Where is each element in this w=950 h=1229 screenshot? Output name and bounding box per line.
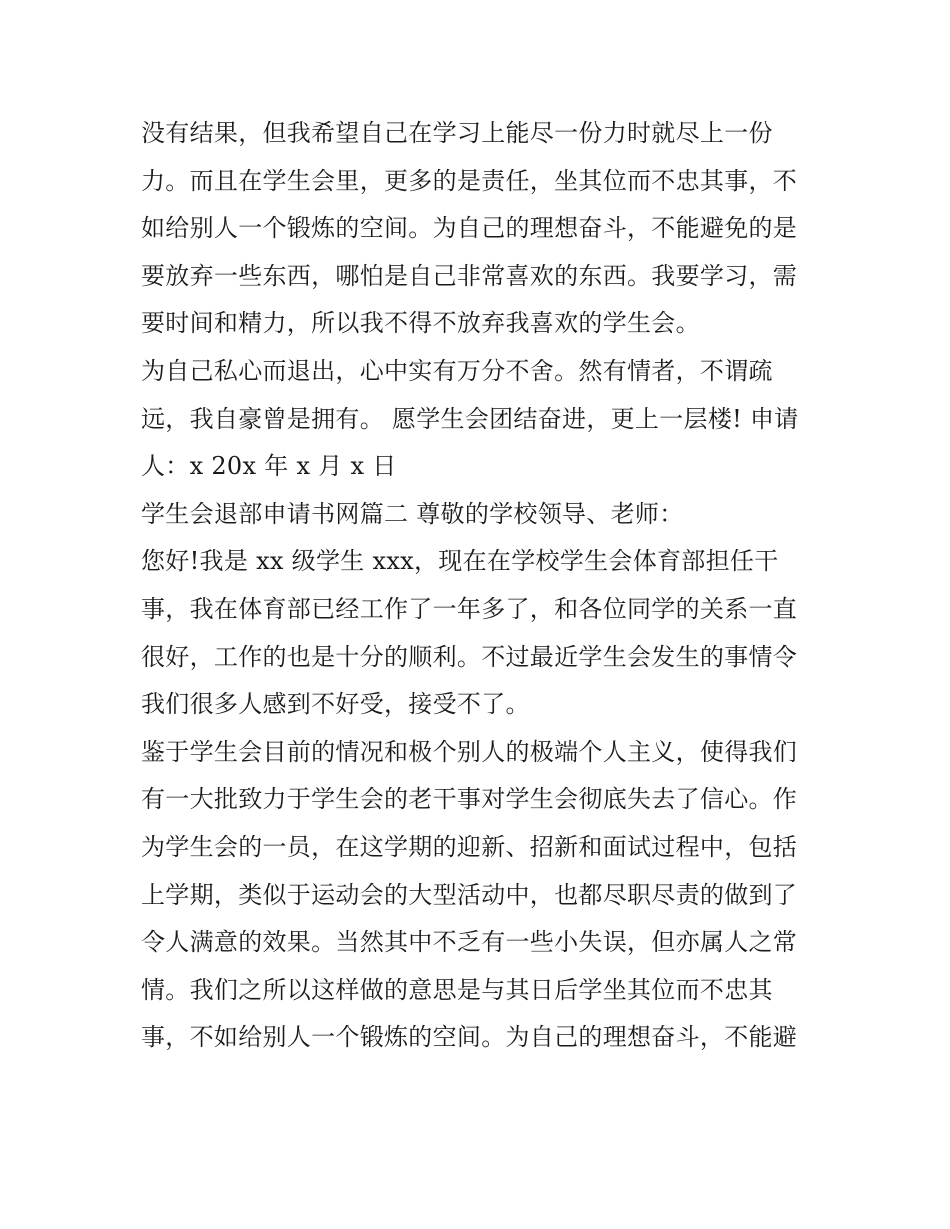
text-line: 为自己私心而退出，心中实有万分不舍。然有情者，不谓疏 xyxy=(141,356,773,385)
text-line: 事，我在体育部已经工作了一年多了，和各位同学的关系一直 xyxy=(141,594,798,623)
text-line: 力。而且在学生会里，更多的是责任，坐其位而不忠其事，不 xyxy=(141,166,798,195)
text-line: 学生会退部申请书网篇二 尊敬的学校领导、老师： xyxy=(141,499,684,528)
text-line: 为学生会的一员，在这学期的迎新、招新和面试过程中，包括 xyxy=(141,832,798,861)
text-line: 远，我自豪曾是拥有。 愿学生会团结奋进，更上一层楼! 申请 xyxy=(141,404,799,433)
text-line: 上学期，类似于运动会的大型活动中，也都尽职尽责的做到了 xyxy=(141,880,798,909)
text-line: 鉴于学生会目前的情况和极个别人的极端个人主义，使得我们 xyxy=(141,737,798,766)
text-line: 您好!我是 xx 级学生 xxx，现在在学校学生会体育部担任干 xyxy=(141,547,779,576)
text-line: 如给别人一个锻炼的空间。为自己的理想奋斗，不能避免的是 xyxy=(141,214,798,243)
text-line: 事，不如给别人一个锻炼的空间。为自己的理想奋斗，不能避 xyxy=(141,1023,798,1052)
text-line: 人：x 20x 年 x 月 x 日 xyxy=(141,452,397,481)
text-line: 情。我们之所以这样做的意思是与其日后学坐其位而不忠其 xyxy=(141,975,773,1004)
text-line: 我们很多人感到不好受，接受不了。 xyxy=(141,690,530,719)
text-line: 没有结果，但我希望自己在学习上能尽一份力时就尽上一份 xyxy=(141,119,773,147)
text-line: 有一大批致力于学生会的老干事对学生会彻底失去了信心。作 xyxy=(141,785,798,814)
text-line: 要时间和精力，所以我不得不放弃我喜欢的学生会。 xyxy=(141,309,700,338)
text-line: 很好，工作的也是十分的顺利。不过最近学生会发生的事情令 xyxy=(141,642,798,671)
document-body xyxy=(141,110,821,1062)
text-line: 令人满意的效果。当然其中不乏有一些小失误，但亦属人之常 xyxy=(141,928,798,957)
text-line: 要放弃一些东西，哪怕是自己非常喜欢的东西。我要学习，需 xyxy=(141,261,798,290)
